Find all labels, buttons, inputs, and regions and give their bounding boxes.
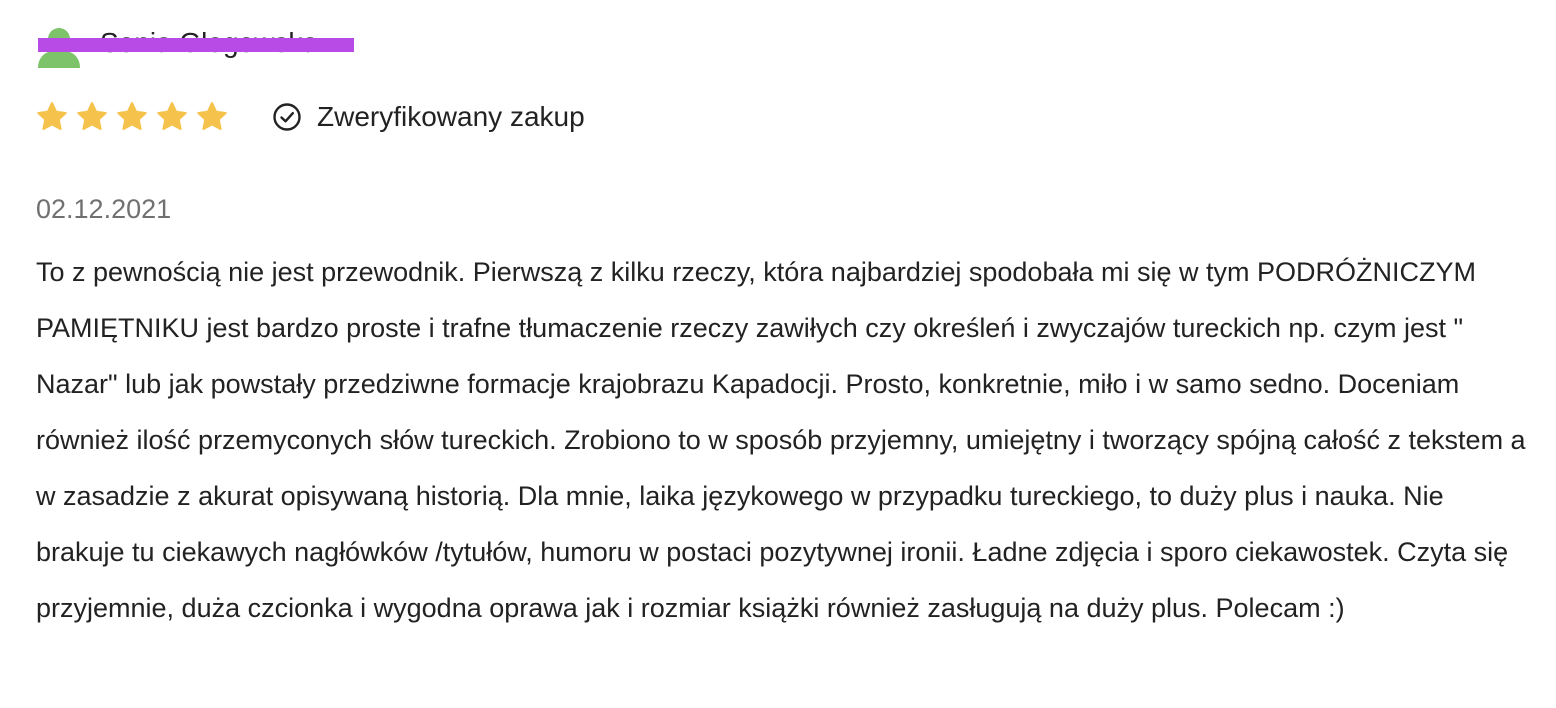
redaction-bar: [38, 38, 354, 52]
star-icon: [196, 101, 228, 133]
review-author: [36, 22, 376, 68]
review-date: 02.12.2021: [36, 194, 172, 224]
star-icon: [76, 101, 108, 133]
review-text: To z pewnością nie jest przewodnik. Pierwszą z kilku rzeczy, która najbardziej spodobała mi się w tym PODRÓŻNICZYM PAMIĘTNIKU jest bardzo proste i trafne tłumaczenie rzeczy zawiłych czy określeń i zwyczajów tureckich np. czym jest " Nazar" lub jak powstały przedziwne formacje krajobrazu Kapadocji. Prosto, konkretnie, miło i w samo sedno. Doceniam również ilość przemyconych słów tureckich. Zrobiono to w sposób przyjemny, umiejętny i tworzący spójną całość z tekstem a w zasadzie z akurat opisywaną historią. Dla mnie, laika językowego w przypadku tureckiego, to duży plus i nauka. Nie brakuje tu ciekawych nagłówków /tytułów, humoru w postaci pozytywnej ironii. Ładne zdjęcia i sporo ciekawostek. Czyta się przyjemnie, duża czcionka i wygodna oprawa jak i rozmiar książki również zasługują na duży plus. Polecam :): [36, 257, 1526, 623]
star-icon: [116, 101, 148, 133]
star-icon: [36, 101, 68, 133]
check-circle-icon: [272, 102, 302, 132]
rating-row: [36, 96, 736, 138]
verified-purchase: [272, 101, 585, 133]
star-rating: [36, 101, 228, 133]
star-icon: [156, 101, 188, 133]
verified-label: Zweryfikowany zakup: [317, 101, 585, 132]
